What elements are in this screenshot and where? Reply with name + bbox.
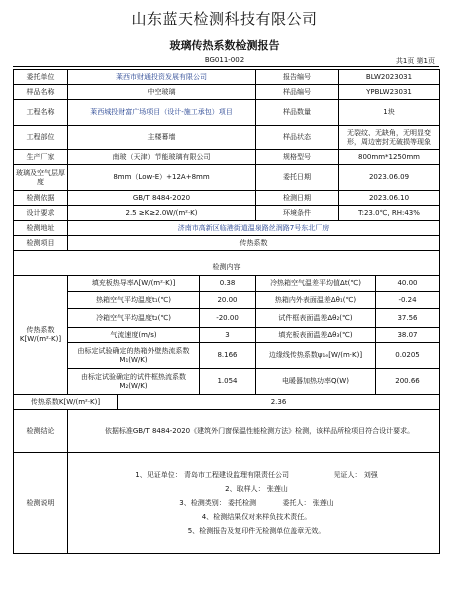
status-label: 样品状态 [256,126,339,150]
test-date-label: 检测日期 [256,191,339,206]
sample-name-value: 中空玻璃 [68,85,256,100]
page-info: 共1页 第1页 [395,57,435,65]
category-value: 委托检测 [228,499,256,507]
content-row-label: 由标定试验确定的试件框热流系数M₂(W/K) [68,369,200,395]
design-label: 设计要求 [14,206,68,221]
item-value: 传热系数 [68,236,440,251]
conclusion-label: 检测结论 [14,410,68,453]
content-row-label: 气流速度(m/s) [68,328,200,343]
report-no-value: BLW2023031 [339,70,440,85]
sample-no-value: YPBLW23031 [339,85,440,100]
glass-value: 8mm（Low-E）+12A+8mm [68,165,256,191]
location-value: 主楼幕墙 [68,126,256,150]
sample-name-label: 样品名称 [14,85,68,100]
conclusion-text: 依据标准GB/T 8484-2020《建筑外门窗保温性能检测方法》检测，该样品所检项目符合设计要求。 [68,410,440,453]
content-row-label: 电暖器加热功率Q(W) [256,369,376,395]
spec-label: 规格型号 [256,150,339,165]
content-row-value: 0.0205 [376,343,440,369]
note-5: 5、检测报告及复印件无检测单位盖章无效。 [187,527,326,535]
header-rule [13,66,439,67]
report-title: 玻璃传热系数检测报告 [169,39,280,52]
standard-label: 检测依据 [14,191,68,206]
glass-label: 玻璃及空气层厚度 [14,165,68,191]
doc-number: BG011-002 [204,56,245,64]
witness-person-label: 见证人： [333,471,362,479]
notes-block [68,453,440,554]
status-value: 无裂纹、无缺角，无明显变形，周边密封无破损等现象 [339,126,440,150]
client-label: 委托单位 [14,70,68,85]
k-row-header: 传热系数K[W/(m²·K)] [14,276,68,395]
maker-label: 生产厂家 [14,150,68,165]
witness-unit-value: 青岛市工程建设监理有限责任公司 [184,471,289,479]
entrust-date-label: 委托日期 [256,165,339,191]
content-row-value: 8.166 [200,343,256,369]
content-row-value: 40.00 [376,276,440,292]
report-table [13,69,440,554]
content-row-label: 由标定试验确定的热箱外壁热流系数M₁(W/K) [68,343,200,369]
spec-value: 800mm*1250mm [339,150,440,165]
witness-unit-label: 1、见证单位： [135,471,182,479]
content-row-value: -20.00 [200,309,256,328]
design-value: 2.5 ≥K≥2.0W/(m²·K) [68,206,256,221]
content-row-value: 3 [200,328,256,343]
qty-label: 样品数量 [256,100,339,126]
note-4: 4、检测结果仅对来样负技术责任。 [201,513,312,521]
content-row-label: 试件框表面温差Δθ₂(℃) [256,309,376,328]
project-value: 莱西城投财富广场项目（设计-施工承包）项目 [68,100,256,126]
env-label: 环境条件 [256,206,339,221]
content-row-value: 0.38 [200,276,256,292]
content-row-label: 冷箱空气平均温度t₂(℃) [68,309,200,328]
content-row-value: 37.56 [376,309,440,328]
report-no-label: 报告编号 [256,70,339,85]
k-value: 2.36 [118,395,440,410]
k-label: 传热系数K[W/(m²·K)] [14,395,118,410]
item-label: 检测项目 [14,236,68,251]
qty-value: 1块 [339,100,440,126]
content-row-value: 200.66 [376,369,440,395]
entruster-value: 张莲山 [312,499,334,507]
env-value: T:23.0℃, RH:43% [339,206,440,221]
notes-label: 检测说明 [14,453,68,554]
sample-no-label: 样品编号 [256,85,339,100]
address-value: 济南市高新区临港街道温泉路丝润路7号东北厂房 [68,221,440,236]
content-row-label: 填充板热导率Λ[W/(m²·K)] [68,276,200,292]
content-row-label: 冷热箱空气温差平均值Δt(℃) [256,276,376,292]
content-row-value: -0.24 [376,292,440,309]
content-row-value: 38.07 [376,328,440,343]
category-label: 3、检测类别： [179,499,226,507]
standard-value: GB/T 8484-2020 [68,191,256,206]
content-row-value: 1.054 [200,369,256,395]
sampler-label: 2、取样人： [225,485,265,493]
content-row-label: 填充板表面温差Δθ₃(℃) [256,328,376,343]
company-name: 山东蓝天检测科技有限公司 [131,10,318,28]
client-value: 莱西市财通投资发展有限公司 [68,70,256,85]
entrust-date-value: 2023.06.09 [339,165,440,191]
spacer-cell [14,251,440,261]
address-label: 检测地址 [14,221,68,236]
content-row-label: 热箱内外表面温差Δθ₁(℃) [256,292,376,309]
entruster-label: 委托人： [282,499,311,507]
maker-value: 南玻（天津）节能玻璃有限公司 [68,150,256,165]
sampler-value: 张莲山 [266,485,288,493]
location-label: 工程部位 [14,126,68,150]
content-row-value: 20.00 [200,292,256,309]
content-section-title: 检测内容 [14,261,440,276]
content-row-label: 热箱空气平均温度t₁(℃) [68,292,200,309]
content-row-label: 边缘线传热系数ψ₁ₑ[W/(m·K)] [256,343,376,369]
test-date-value: 2023.06.10 [339,191,440,206]
project-label: 工程名称 [14,100,68,126]
witness-person-value: 刘强 [363,471,378,479]
